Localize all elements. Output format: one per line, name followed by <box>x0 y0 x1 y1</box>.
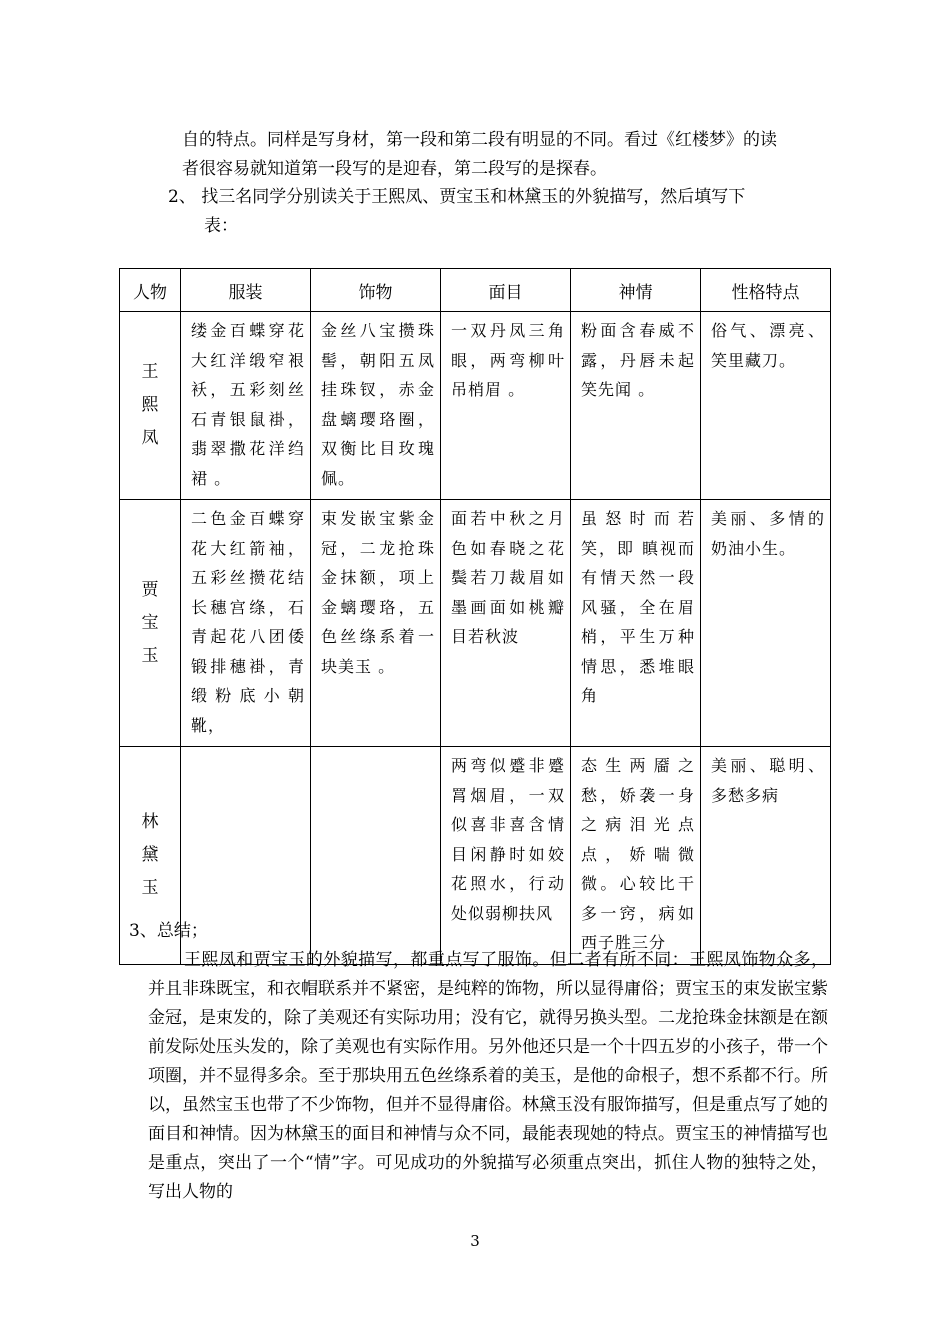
summary-heading: 3、总结； <box>129 921 208 941</box>
face-cell: 面若中秋之月色如春晓之花鬓若刀裁眉如墨画面如桃瓣目若秋波 <box>441 500 571 747</box>
table-row <box>120 747 831 965</box>
character-table <box>119 268 831 965</box>
clothing-cell: 二色金百蝶穿花大红箭袖，五彩丝攒花结长穗宫绦，石青起花八团倭锻排穗褂，青缎粉底小朝靴， <box>181 500 311 747</box>
expression-cell: 虽怒时而若笑，即 瞋视而有情天然一段风骚，全在眉梢，平生万种情思，悉堆眼角 <box>571 500 701 747</box>
personality-cell: 俗气、漂亮、笑里藏刀。 <box>701 312 831 500</box>
task-paragraph <box>168 183 745 241</box>
expression-cell: 粉面含春威不露，丹唇未起笑先闻 。 <box>571 312 701 500</box>
header-cell: 服装 <box>181 269 311 312</box>
face-cell: 一双丹凤三角眼，两弯柳叶吊梢眉 。 <box>441 312 571 500</box>
header-cell: 性格特点 <box>701 269 831 312</box>
task-line: 2、 找三名同学分别读关于王熙凤、贾宝玉和林黛玉的外貌描写，然后填写下 <box>168 187 746 207</box>
character-name: 林黛玉 <box>120 747 181 965</box>
accessories-cell: 金丝八宝攒珠髻，朝阳五凤挂珠钗，赤金盘螭璎珞圈，双衡比目玫瑰佩。 <box>311 312 441 500</box>
clothing-cell: 缕金百蝶穿花大红洋缎窄裉袄，五彩刻丝石青银鼠褂，翡翠撒花洋绉裙 。 <box>181 312 311 500</box>
intro-line: 自的特点。同样是写身材，第一段和第二段有明显的不同。看过《红楼梦》的读 <box>182 130 777 150</box>
character-name: 王熙凤 <box>120 312 181 500</box>
intro-paragraph <box>182 126 777 184</box>
header-cell: 饰物 <box>311 269 441 312</box>
table-row <box>120 312 831 500</box>
character-name: 贾宝玉 <box>120 500 181 747</box>
accessories-cell <box>311 747 441 965</box>
summary-paragraph: 王熙凤和贾宝玉的外貌描写，都重点写了服饰。但二者有所不同：王熙凤饰物众多，并且非珠既宝，和衣帽联系并不紧密，是纯粹的饰物，所以显得庸俗；贾宝玉的束发嵌宝紫金冠，是束发的，除了美观还有实际功用；没有它，就得另换头型。二龙抢珠金抹额是在额前发际处压头发的，除了美观也有实际作用。另外他还只是一个十四五岁的小孩子，带一个项圈，并不显得多余。至于那块用五色丝绦系着的美玉，是他的命根子，想不系都不行。所以，虽然宝玉也带了不少饰物，但并不显得庸俗。林黛玉没有服饰描写，但是重点写了她的面目和神情。因为林黛玉的面目和神情与众不同，最能表现她的特点。贾宝玉的神情描写也是重点，突出了一个“情”字。可见成功的外貌描写必须重点突出，抓住人物的独特之处，写出人物的 <box>148 950 828 1202</box>
page-number: 3 <box>470 1232 480 1250</box>
expression-cell: 态生两靥之愁，娇袭一身之病泪光点点，娇喘微微。心较比干多一窍，病如西子胜三分 <box>571 747 701 965</box>
table-row <box>120 500 831 747</box>
accessories-cell: 束发嵌宝紫金冠，二龙抢珠金抹额，项上金螭璎珞，五色丝绦系着一块美玉 。 <box>311 500 441 747</box>
intro-line: 者很容易就知道第一段写的是迎春，第二段写的是探春。 <box>182 159 607 179</box>
header-cell: 人物 <box>120 269 181 312</box>
task-line: 表： <box>204 216 238 236</box>
personality-cell: 美丽、聪明、多愁多病 <box>701 747 831 965</box>
table-header-row <box>120 269 831 312</box>
personality-cell: 美丽、多情的奶油小生。 <box>701 500 831 747</box>
header-cell: 面目 <box>441 269 571 312</box>
face-cell: 两弯似蹙非蹙罥烟眉，一双似喜非喜含情目闲静时如姣花照水，行动处似弱柳扶风 <box>441 747 571 965</box>
header-cell: 神情 <box>571 269 701 312</box>
